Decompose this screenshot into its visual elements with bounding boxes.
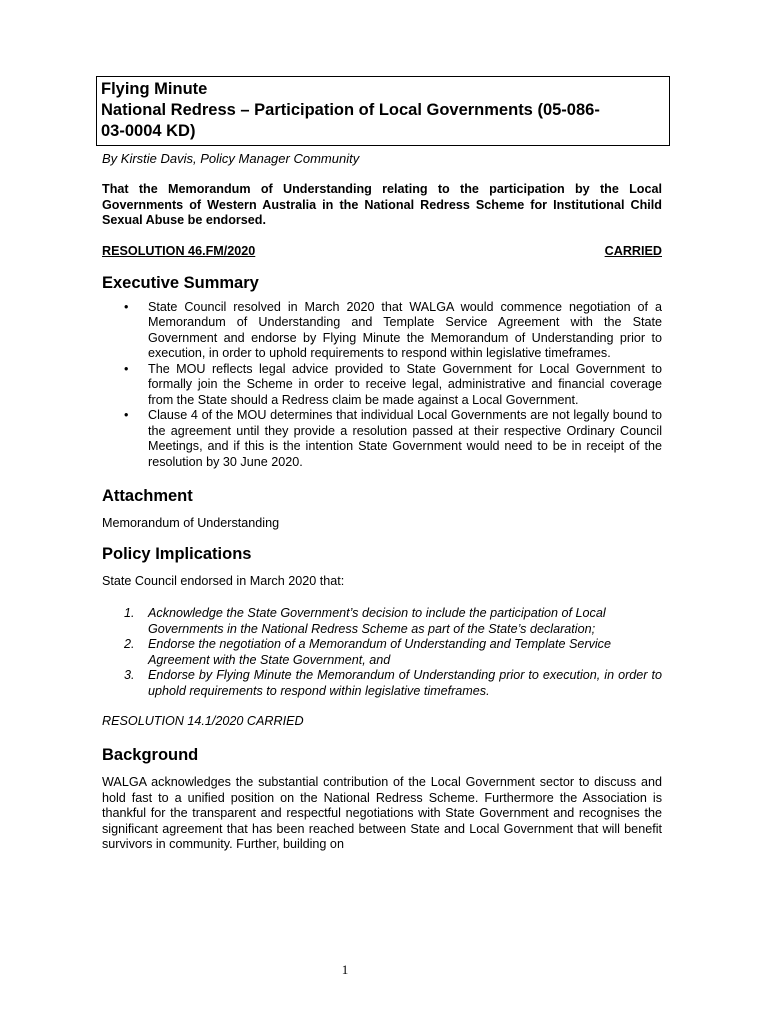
list-item: • Clause 4 of the MOU determines that individual Local Governments are not legally bound to the agreement until they provide a resolution passed at their respective Ordinary Council Meetings, and if this is the intention State Government would need to be in receipt of the resolution by 30 June 2020. xyxy=(124,408,662,469)
resolution-number: RESOLUTION 46.FM/2020 xyxy=(102,243,256,258)
policy-items-list xyxy=(102,606,662,699)
background-text: WALGA acknowledges the substantial contribution of the Local Government sector to discuss and hold fast to a unified position on the National Redress Scheme. Furthermore the Association is thankful for the transparent and respectful negotiations with State Government and recognises the significant agreement that has been reached between State and Local Government that will benefit survivors in community. Further, building on xyxy=(102,775,662,851)
executive-summary-heading: Executive Summary xyxy=(102,273,259,292)
list-item: 2. Endorse the negotiation of a Memorandum of Understanding and Template Service Agreement with the State Government, and xyxy=(124,637,611,667)
title-subject: National Redress – Participation of Local Governments (05-086- 03-0004 KD) xyxy=(101,101,600,140)
attachment-heading: Attachment xyxy=(102,487,193,505)
list-item: 3. Endorse by Flying Minute the Memorandum of Understanding prior to execution, in order to uphold requirements to respond within legislative timeframes. xyxy=(124,668,662,698)
bullet-icon: • xyxy=(124,299,129,314)
bullet-icon: • xyxy=(124,408,129,422)
resolution-status: CARRIED xyxy=(604,243,662,258)
list-item: 1. Acknowledge the State Government’s decision to include the participation of Local Governments in the National Redress Scheme as part of the State’s declaration; xyxy=(124,606,606,636)
list-item: • The MOU reflects legal advice provided to State Government for Local Government to formally join the Scheme in order to receive legal, administrative and financial coverage from the State should a Redress claim be made against a Local Government. xyxy=(124,361,662,407)
author-byline: By Kirstie Davis, Policy Manager Community xyxy=(102,151,360,166)
page-number: 1 xyxy=(341,962,349,977)
attachment-text: Memorandum of Understanding xyxy=(102,516,280,530)
background-heading: Background xyxy=(102,746,199,764)
document-page xyxy=(102,76,662,853)
title-box xyxy=(96,76,670,146)
executive-summary-list xyxy=(102,300,662,471)
resolution-row xyxy=(102,243,662,259)
policy-implications-heading: Policy Implications xyxy=(102,544,252,563)
policy-resolution: RESOLUTION 14.1/2020 CARRIED xyxy=(102,714,304,728)
recommendation-text: That the Memorandum of Understanding relating to the participation by the Local Governments of Western Australia in the National Redress Scheme for Institutional Child Sexual Abuse be endorsed. xyxy=(102,182,662,227)
title-flying-minute: Flying Minute xyxy=(101,80,208,98)
list-item: • State Council resolved in March 2020 that WALGA would commence negotiation of a Memorandum of Understanding and Template Service Agreement with the State Government and endorse by Flying Minute the Memorandum of Understanding prior to execution, in order to uphold requirements to respond within legislative timeframes. xyxy=(124,299,662,360)
bullet-icon: • xyxy=(124,361,129,376)
policy-intro: State Council endorsed in March 2020 that: xyxy=(102,573,345,588)
